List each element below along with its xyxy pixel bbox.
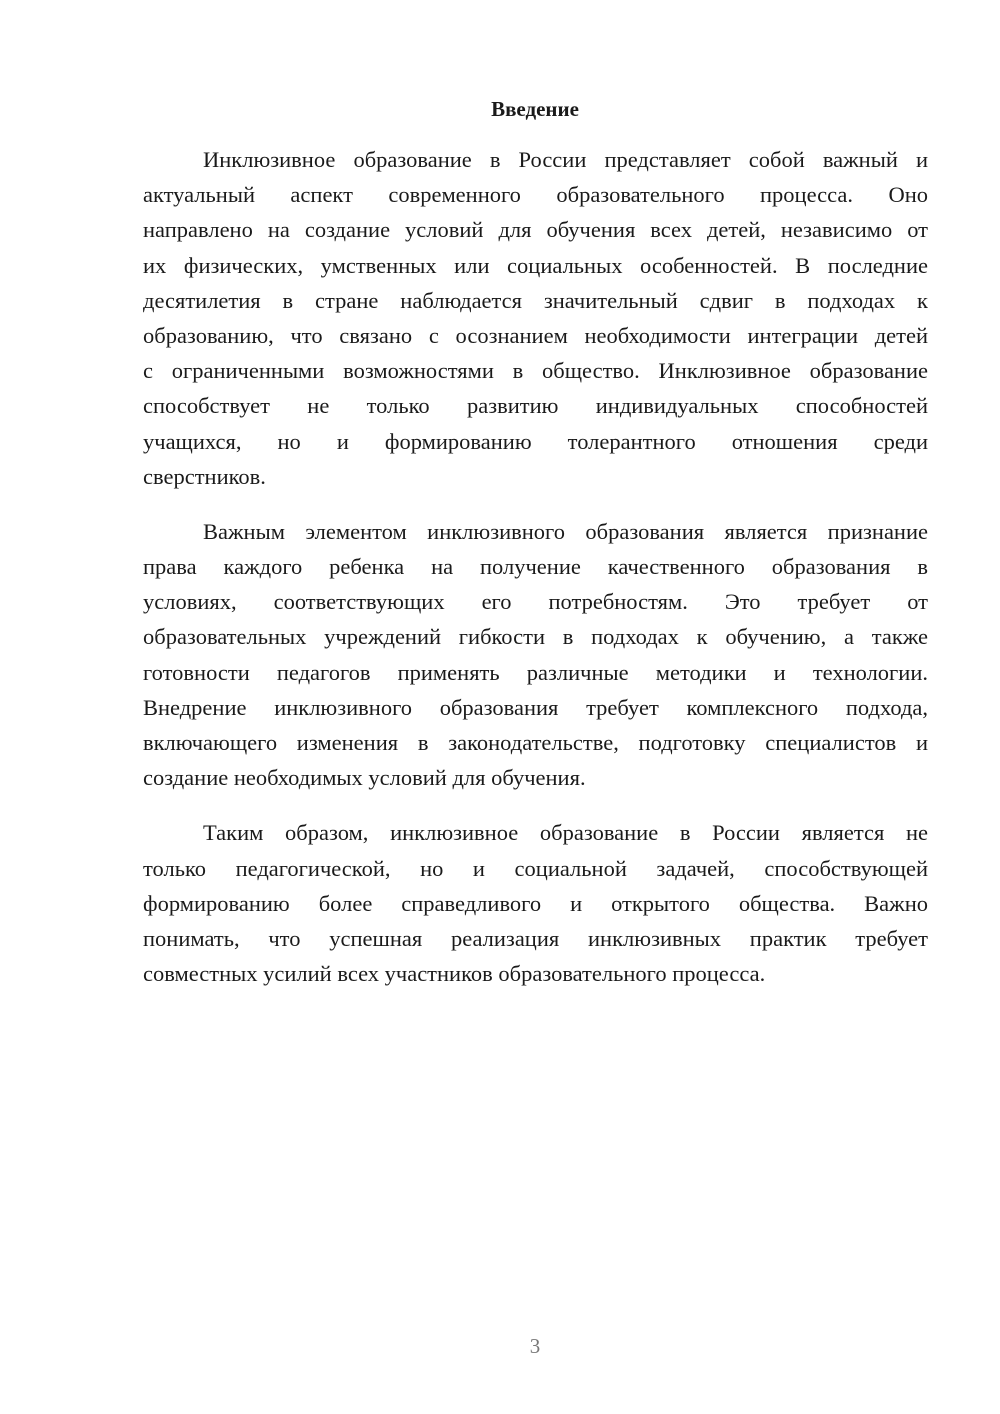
- paragraph: [143, 142, 928, 494]
- text-line: с ограниченными возможностями в общество. Инклюзивное образование: [143, 358, 928, 384]
- text-line: их физических, умственных или социальных особенностей. В последние: [143, 252, 928, 278]
- text-line: способствует не только развитию индивидуальных способностей: [143, 393, 928, 419]
- text-line: десятилетия в стране наблюдается значительный сдвиг в подходах к: [143, 287, 928, 313]
- paragraph: [143, 514, 928, 796]
- paragraph: [143, 815, 928, 991]
- document-body: [143, 142, 928, 1011]
- text-line: сверстников.: [143, 463, 266, 489]
- text-line: понимать, что успешная реализация инклюзивных практик требует: [143, 925, 928, 951]
- text-line: Внедрение инклюзивного образования требует комплексного подхода,: [143, 694, 928, 720]
- text-line: условиях, соответствующих его потребностям. Это требует от: [143, 589, 928, 615]
- text-line: формированию более справедливого и открытого общества. Важно: [143, 890, 928, 916]
- text-line: только педагогической, но и социальной задачей, способствующей: [143, 855, 928, 881]
- text-line: актуальный аспект современного образовательного процесса. Оно: [143, 182, 928, 208]
- text-line: образовательных учреждений гибкости в подходах к обучению, а также: [143, 624, 928, 650]
- text-line: совместных усилий всех участников образовательного процесса.: [143, 961, 766, 987]
- page-number: 3: [529, 1334, 541, 1358]
- text-line: образованию, что связано с осознанием необходимости интеграции детей: [143, 322, 928, 348]
- text-line: направлено на создание условий для обучения всех детей, независимо от: [143, 217, 928, 243]
- section-title: Введение: [491, 97, 579, 121]
- text-line: готовности педагогов применять различные методики и технологии.: [143, 659, 928, 685]
- text-line: Важным элементом инклюзивного образования является признание: [203, 518, 928, 544]
- text-line: Таким образом, инклюзивное образование в России является не: [203, 820, 928, 846]
- text-line: права каждого ребенка на получение качественного образования в: [143, 554, 928, 580]
- text-line: учащихся, но и формированию толерантного отношения среди: [143, 428, 928, 454]
- text-line: Инклюзивное образование в России представляет собой важный и: [203, 147, 928, 172]
- text-line: включающего изменения в законодательстве, подготовку специалистов и: [143, 730, 928, 755]
- text-line: создание необходимых условий для обучения.: [143, 765, 586, 791]
